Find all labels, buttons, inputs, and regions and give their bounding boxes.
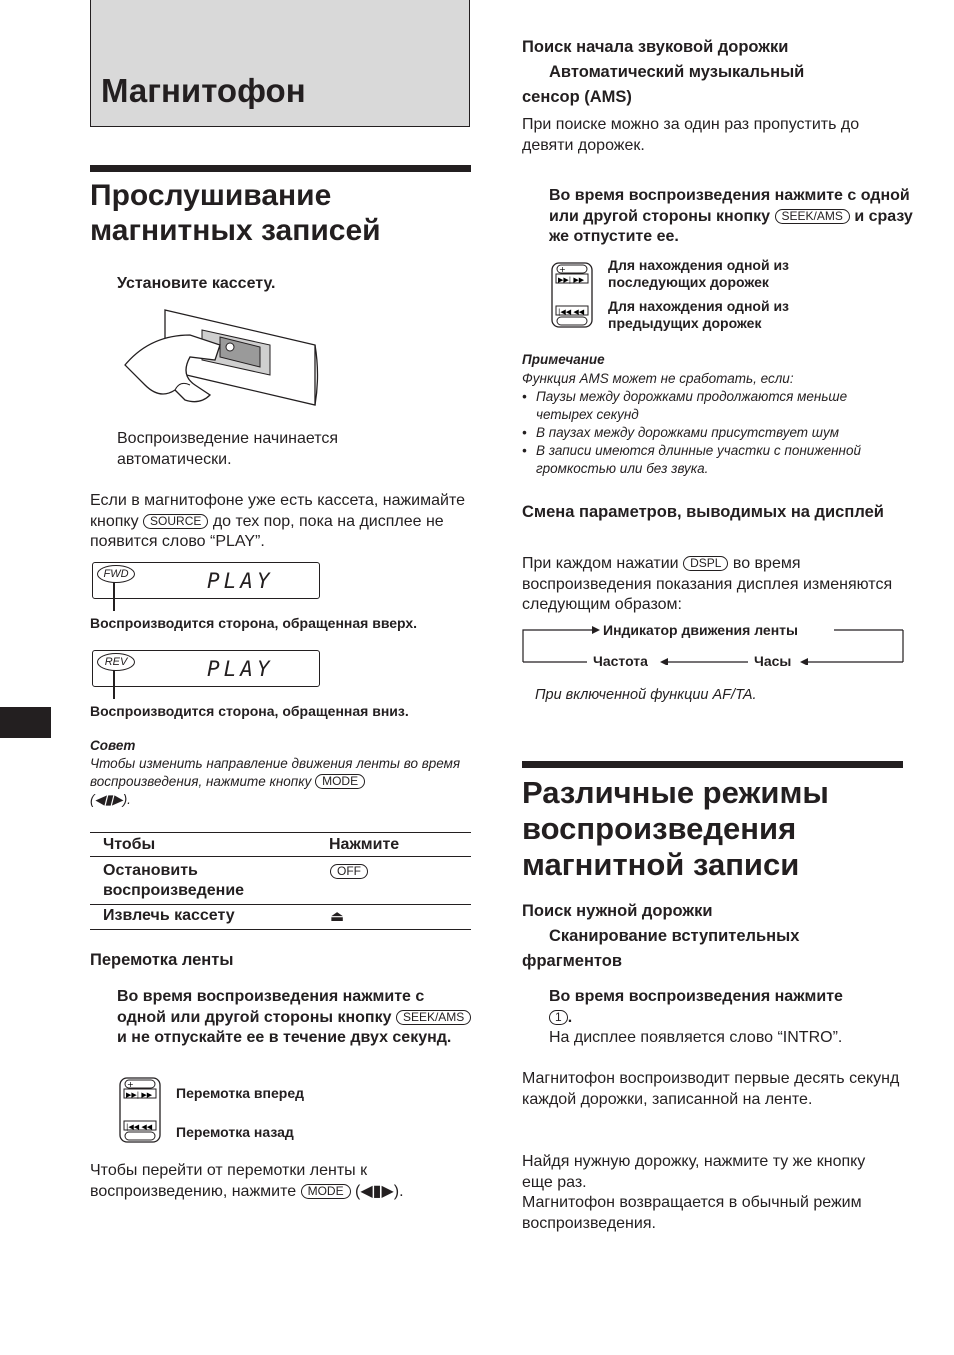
intro-display-text: На дисплее появляется слово “INTRO”. — [549, 1029, 843, 1046]
svg-text:+: + — [127, 1080, 134, 1089]
ams-seek-key: SEEK/AMS — [775, 209, 850, 224]
dspl-text-2: во время воспроизведения показания дисплея изменяются следующим образом: — [522, 555, 893, 613]
dspl-key: DSPL — [683, 556, 728, 571]
action-table — [90, 832, 471, 930]
eject-icon: ⏏ — [330, 908, 345, 925]
tip-body: Чтобы изменить направление движения ленты во время воспроизведения, нажмите кнопку — [90, 756, 461, 789]
ams-step — [549, 186, 914, 248]
chapter-header — [90, 0, 470, 127]
rewind-seek-key: SEEK/AMS — [396, 1010, 471, 1025]
list-item: • Паузы между дорожками продолжаются меньше четырех секунд — [522, 389, 848, 422]
rev-indicator: REV — [97, 653, 135, 671]
resume-body: Чтобы перейти от перемотки ленты к воспроизведению, нажмите — [90, 1162, 368, 1200]
svg-text:|◀◀ ◀◀: |◀◀ ◀◀ — [126, 1123, 153, 1131]
intro-title — [522, 899, 902, 974]
source-text-2: до тех пор, пока на дисплее не появится слово “PLAY”. — [90, 512, 444, 550]
seek-ams-button-icon — [119, 1077, 161, 1143]
cassette-insert-illustration — [120, 305, 325, 410]
rev-pointer — [113, 670, 115, 699]
rewind-step-2: и не отпускайте ее в течение двух секунд. — [117, 1029, 452, 1046]
source-instructions — [90, 491, 475, 553]
ams-next-label: Для нахождения одной из последующих дорожек — [608, 257, 790, 290]
svg-text:+: + — [559, 265, 566, 274]
ams-step-1: Во время воспроизведения нажмите с одной или другой стороны кнопку — [549, 187, 910, 225]
modes-rule — [522, 761, 903, 768]
flow-clock: Часы — [754, 653, 792, 669]
ams-seek-button-icon — [551, 262, 593, 328]
svg-text:▶▶| ▶▶: ▶▶| ▶▶ — [126, 1091, 153, 1099]
list-item: • В паузах между дорожками присутствует шум — [522, 425, 840, 440]
rewind-title: Перемотка ленты — [90, 951, 234, 969]
table-header-action: Чтобы — [103, 836, 156, 853]
table-row-action: Остановить воспроизведение — [103, 862, 245, 899]
table-row — [90, 857, 471, 905]
intro-step: Во время воспроизведения нажмите 1 . — [549, 988, 843, 1026]
intro-title-line-3: фрагментов — [522, 952, 622, 970]
display-fwd-caption: Воспроизводится сторона, обращенная вверх. — [90, 615, 418, 631]
ams-title-line-2: Автоматический музыкальный — [549, 63, 805, 81]
ams-title-line-1: Поиск начала звуковой дорожки — [522, 38, 789, 56]
display-fwd-text: PLAY — [207, 569, 274, 593]
note-item-text: В записи имеются длинные участки с пониженной громкостью или без звука. — [536, 443, 861, 476]
section-title: Прослушивание магнитных записей — [90, 179, 381, 247]
dspl-text-1: При каждом нажатии — [522, 555, 679, 572]
auto-play-text: Воспроизведение начинается автоматически. — [117, 430, 339, 468]
svg-text:|◀◀ ◀◀: |◀◀ ◀◀ — [558, 308, 585, 316]
list-item: • В записи имеются длинные участки с пониженной громкостью или без звука. — [522, 443, 861, 476]
note-item-text: В паузах между дорожками присутствует шум — [536, 425, 840, 440]
display-fwd — [92, 562, 320, 599]
resume-mode-key: MODE — [301, 1184, 351, 1199]
ams-prev-label: Для нахождения одной из предыдущих дорожек — [608, 298, 790, 331]
source-text-1: Если в магнитофоне уже есть кассета, нажимайте кнопку — [90, 492, 465, 530]
flow-note: При включенной функции AF/TA. — [535, 687, 757, 703]
display-rev-caption: Воспроизводится сторона, обращенная вниз. — [90, 703, 409, 719]
intro-title-line-2: Сканирование вступительных — [549, 927, 800, 945]
intro-key: 1 — [549, 1010, 568, 1025]
fwd-indicator: FWD — [97, 565, 135, 583]
modes-title: Различные режимы воспроизведения магнитной записи — [522, 775, 829, 882]
rewind-forward-label: Перемотка вперед — [176, 1085, 304, 1101]
table-row — [90, 905, 471, 930]
ams-intro: При поиске можно за один раз пропустить до девяти дорожек. — [522, 116, 860, 154]
table-row-action: Извлечь кассету — [103, 907, 235, 924]
rewind-step-1: Во время воспроизведения нажмите с одной или другой стороны кнопку — [117, 988, 425, 1026]
resume-text — [90, 1161, 475, 1202]
rewind-back-label: Перемотка назад — [176, 1124, 294, 1140]
intro-description: Магнитофон воспроизводит первые десять секунд каждой дорожки, записанной на ленте. — [522, 1070, 900, 1108]
resume-symbol: (◀▮▶). — [355, 1182, 404, 1200]
note-title: Примечание — [522, 352, 605, 367]
side-tab — [0, 707, 51, 738]
rewind-step — [117, 987, 477, 1049]
display-rev-text: PLAY — [207, 657, 274, 681]
note-intro: Функция AMS может не сработать, если: — [522, 371, 794, 386]
table-header-press: Нажмите — [329, 836, 400, 853]
fwd-pointer — [113, 582, 115, 611]
note-item-text: Паузы между дорожками продолжаются меньше четырех секунд — [536, 389, 848, 422]
chapter-title: Магнитофон — [101, 72, 306, 109]
flow-tape: Индикатор движения ленты — [603, 622, 798, 638]
ams-step-2: и сразу же отпустите ее. — [549, 207, 913, 245]
tip-symbol: (◀▮▶). — [90, 792, 131, 807]
intro-find-text: Найдя нужную дорожку, нажмите ту же кнопку еще раз. — [522, 1153, 866, 1191]
off-key: OFF — [330, 864, 368, 879]
dspl-text — [522, 554, 907, 616]
section-rule — [90, 165, 471, 172]
display-rev — [92, 650, 320, 687]
source-key: SOURCE — [143, 514, 208, 529]
ams-title — [522, 35, 902, 110]
svg-text:▶▶| ▶▶: ▶▶| ▶▶ — [558, 276, 585, 284]
ams-title-line-3: сенсор (AMS) — [522, 88, 632, 106]
tip-text — [90, 755, 475, 809]
intro-step-text: Во время воспроизведения нажмите — [549, 988, 843, 1005]
intro-return-text: Магнитофон возвращается в обычный режим воспроизведения. — [522, 1194, 862, 1232]
tip-key: MODE — [315, 774, 365, 789]
note-list — [522, 388, 902, 478]
tip-title: Совет — [90, 738, 136, 753]
dspl-title: Смена параметров, выводимых на дисплей — [522, 503, 884, 521]
flow-frequency: Частота — [593, 653, 648, 669]
intro-title-line-1: Поиск нужной дорожки — [522, 902, 713, 920]
step-insert-cassette: Установите кассету. — [117, 275, 276, 292]
